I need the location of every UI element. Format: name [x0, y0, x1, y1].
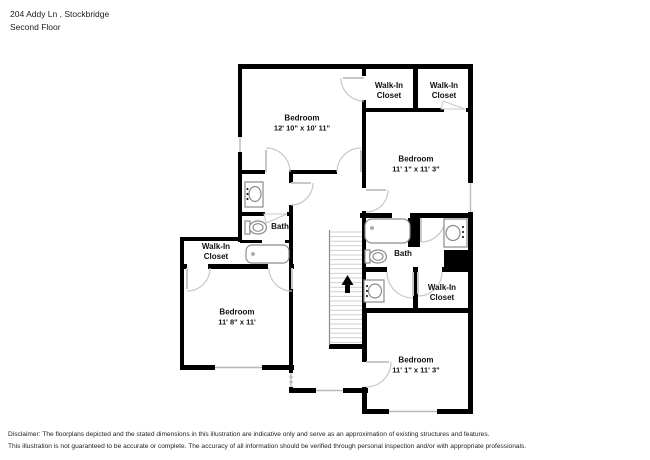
disclaimer-line-1: Disclaimer: The floorplans depicted and the stated dimensions in this illustration are indicative only and serve as an approximation of existing structures and features. [8, 431, 490, 438]
room-label-walkin-closet-left: Walk-In Closet [201, 242, 231, 261]
toilet-icon-right-bath [365, 250, 387, 263]
staircase [330, 230, 363, 345]
room-label-bath-right: Bath [394, 249, 412, 258]
toilet-icon-left-bath [245, 221, 267, 234]
room-label-bedroom-bottom-right: Bedroom 11' 1" x 11' 3" [392, 355, 440, 375]
room-label-walkin-closet-right: Walk-In Closet [427, 283, 457, 302]
room-label-walkin-closet-2: Walk-In Closet [429, 81, 459, 100]
address-line: 204 Addy Ln , Stockbridge [10, 9, 110, 19]
door-bedroom2-entry [366, 190, 388, 212]
bathtub-icon-right-bath [365, 219, 410, 243]
room-label-walkin-closet-1: Walk-In Closet [374, 81, 404, 100]
room-label-bedroom-top-left: Bedroom 12' 10" x 10' 11" [273, 113, 331, 133]
door-vanity-to-hall [291, 183, 313, 205]
room-label-bath-left: Bath [271, 222, 289, 231]
sink-icon-right-bath [444, 219, 467, 247]
room-label-bedroom-right-upper: Bedroom 11' 1" x 11' 3" [392, 154, 440, 174]
door-bedroom3-entry [269, 268, 292, 291]
door-bedroom1-entry [337, 148, 361, 172]
door-bedroom1-to-bath [266, 148, 290, 172]
door-closet-top-2 [441, 101, 465, 109]
door-bedroom2-to-bath [421, 218, 445, 242]
room-label-bedroom-bottom-left: Bedroom 11' 8" x 11' [218, 307, 256, 327]
sink-icon-vanity-room [364, 280, 384, 302]
floor-line: Second Floor [10, 22, 61, 32]
sink-icon-left-vanity [245, 182, 263, 207]
door-bedroom4-entry [366, 362, 391, 387]
bathtub-icon-left-bath [246, 245, 289, 263]
door-bath-to-vanity-room [387, 272, 413, 298]
disclaimer [8, 429, 648, 453]
door-closet-left [187, 268, 210, 291]
disclaimer-line-2: This illustration is not guaranteed to be accurate or complete. The accuracy of all information should be verified through personal inspection and/or with appropriate professionals. [8, 443, 527, 450]
door-closet-top-1 [341, 78, 364, 101]
